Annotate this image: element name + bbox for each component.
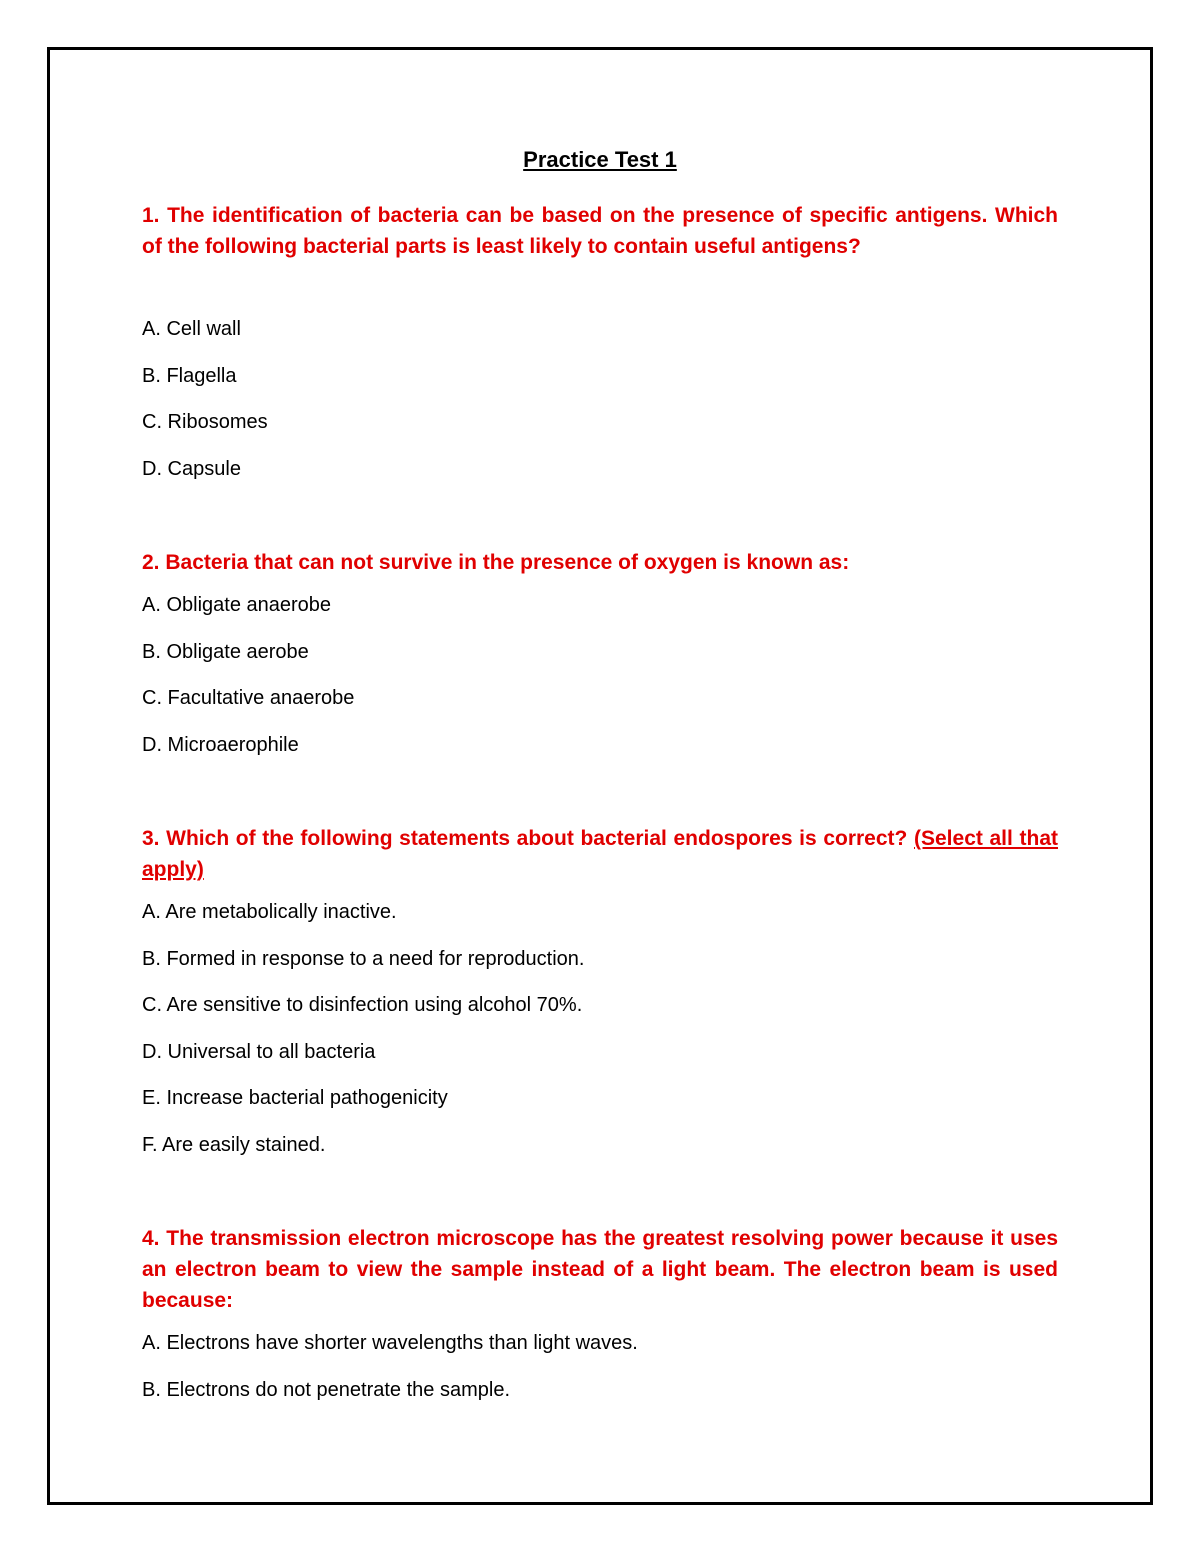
- answer-option: D. Microaerophile: [142, 733, 299, 756]
- answer-option: B. Flagella: [142, 364, 237, 387]
- question-stem: 3. Which of the following statements about bacterial endospores is correct?: [142, 827, 908, 850]
- answer-option: B. Obligate aerobe: [142, 640, 309, 663]
- answer-option: F. Are easily stained.: [142, 1133, 326, 1156]
- answer-option: A. Are metabolically inactive.: [142, 901, 397, 923]
- page-title: Practice Test 1: [523, 147, 677, 172]
- answer-option: D. Capsule: [142, 457, 241, 480]
- answer-option: A. Cell wall: [142, 318, 241, 340]
- answer-option: E. Increase bacterial pathogenicity: [142, 1087, 448, 1109]
- question-block: [142, 200, 1058, 504]
- answer-option: C. Facultative anaerobe: [142, 687, 355, 709]
- answer-option: A. Electrons have shorter wavelengths than light waves.: [142, 1332, 638, 1354]
- question-block: [142, 1223, 1058, 1425]
- document-content: [142, 140, 1058, 1425]
- answer-option: B. Electrons do not penetrate the sample.: [142, 1378, 510, 1401]
- answer-option: B. Formed in response to a need for reproduction.: [142, 947, 585, 970]
- answer-option: C. Are sensitive to disinfection using alcohol 70%.: [142, 994, 583, 1016]
- answer-option: D. Universal to all bacteria: [142, 1040, 376, 1063]
- question-text: 4. The transmission electron microscope has the greatest resolving power because it uses an electron beam to view the sample instead of a light beam. The electron beam is used because:: [142, 1227, 1058, 1312]
- question-block: [142, 547, 1058, 780]
- question-text: [142, 823, 1058, 885]
- answer-option: C. Ribosomes: [142, 411, 268, 433]
- question-block: [142, 823, 1058, 1180]
- answer-option: A. Obligate anaerobe: [142, 594, 332, 616]
- question-text: 2. Bacteria that can not survive in the presence of oxygen is known as:: [142, 551, 850, 574]
- select-all-note: (Select all that apply): [142, 827, 1058, 881]
- question-text: 1. The identification of bacteria can be based on the presence of specific antigens. Which of the following bacterial parts is least likely to contain useful antigens?: [142, 204, 1058, 258]
